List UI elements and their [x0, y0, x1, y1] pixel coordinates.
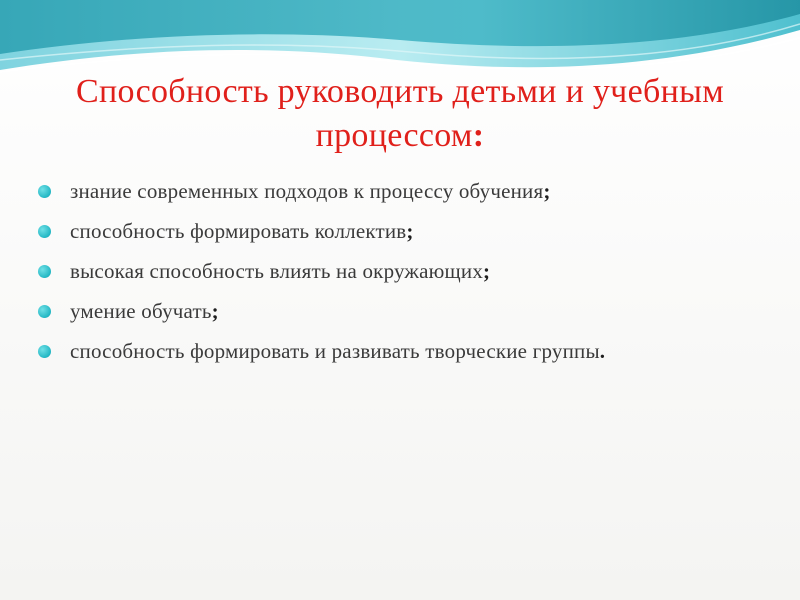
list-item [38, 176, 738, 207]
list-item [38, 296, 738, 327]
list-item [38, 256, 738, 287]
bullet-text: умение обучать [70, 299, 212, 323]
bullet-text: высокая способность влиять на окружающих [70, 259, 484, 283]
bullet-dot-icon [38, 225, 51, 238]
bullet-end: . [599, 339, 606, 363]
bullet-text: способность формировать коллектив [70, 219, 407, 243]
list-item [38, 336, 738, 367]
bullet-dot-icon [38, 345, 51, 358]
bullet-text: способность формировать и развивать творческие группы [70, 339, 600, 363]
bullet-end: ; [211, 299, 219, 323]
bullet-dot-icon [38, 305, 51, 318]
bullet-end: ; [406, 219, 414, 243]
bullet-text: знание современных подходов к процессу обучения [70, 179, 544, 203]
bullet-end: ; [483, 259, 491, 283]
list-item [38, 216, 738, 247]
title-colon: : [472, 117, 485, 154]
bullet-end: ; [543, 179, 551, 203]
title-text: Способность руководить детьми и учебным процессом [75, 73, 725, 154]
bullet-dot-icon [38, 265, 51, 278]
slide-title [60, 70, 740, 158]
bullet-list [38, 176, 738, 376]
bullet-dot-icon [38, 185, 51, 198]
